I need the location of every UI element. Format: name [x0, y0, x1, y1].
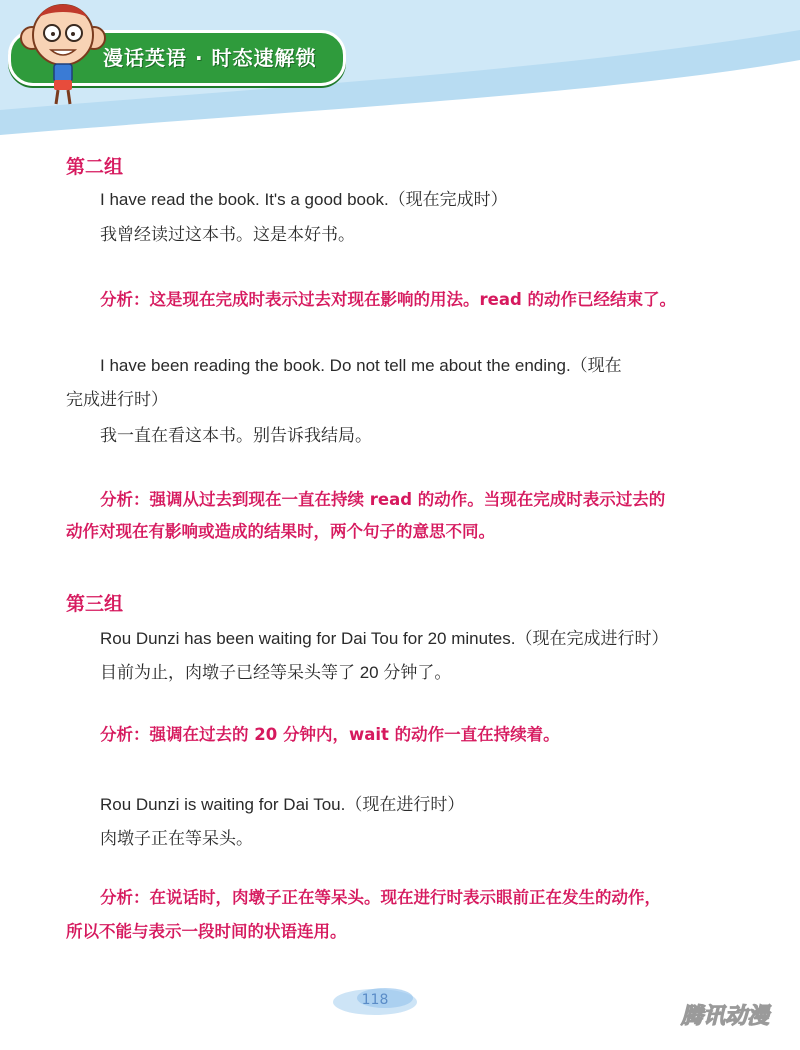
analysis-text: 分析：强调从过去到现在一直在持续 read 的动作。当现在完成时表示过去的: [100, 490, 666, 509]
example-chinese: 肉墩子正在等呆头。: [100, 829, 253, 848]
watermark-logo: [660, 998, 790, 1032]
example-english: Rou Dunzi has been waiting for Dai Tou for 20 minutes.（现在完成进行时）: [100, 629, 669, 648]
analysis-text: 分析：在说话时，肉墩子正在等呆头。现在进行时表示眼前正在发生的动作，: [100, 888, 661, 907]
analysis-text: 分析：强调在过去的 20 分钟内，wait 的动作一直在持续着。: [100, 725, 560, 744]
section-title: 第三组: [66, 593, 124, 615]
example-english-continued: 完成进行时）: [66, 390, 168, 409]
example-english: I have read the book. It's a good book.（现在完成时）: [100, 190, 508, 209]
header-title: 漫话英语 · 时态速解锁: [103, 46, 317, 70]
example-chinese: 目前为止，肉墩子已经等呆头等了 20 分钟了。: [100, 663, 452, 682]
section-title: 第二组: [66, 156, 124, 178]
example-english: Rou Dunzi is waiting for Dai Tou.（现在进行时）: [100, 795, 465, 814]
page-number-badge: [330, 980, 420, 1020]
analysis-text-continued: 动作对现在有影响或造成的结果时，两个句子的意思不同。: [66, 522, 495, 541]
example-chinese: 我一直在看这本书。别告诉我结局。: [100, 426, 372, 445]
svg-text:腾讯动漫: 腾讯动漫: [680, 1004, 770, 1029]
example-english: I have been reading the book. Do not tell me about the ending.（现在: [100, 356, 622, 375]
mascot-icon: [18, 0, 108, 110]
analysis-text: 分析：这是现在完成时表示过去对现在影响的用法。read 的动作已经结束了。: [100, 290, 677, 309]
analysis-text-continued: 所以不能与表示一段时间的状语连用。: [66, 922, 347, 941]
page-number: 118: [361, 992, 389, 1008]
example-chinese: 我曾经读过这本书。这是本好书。: [100, 225, 355, 244]
